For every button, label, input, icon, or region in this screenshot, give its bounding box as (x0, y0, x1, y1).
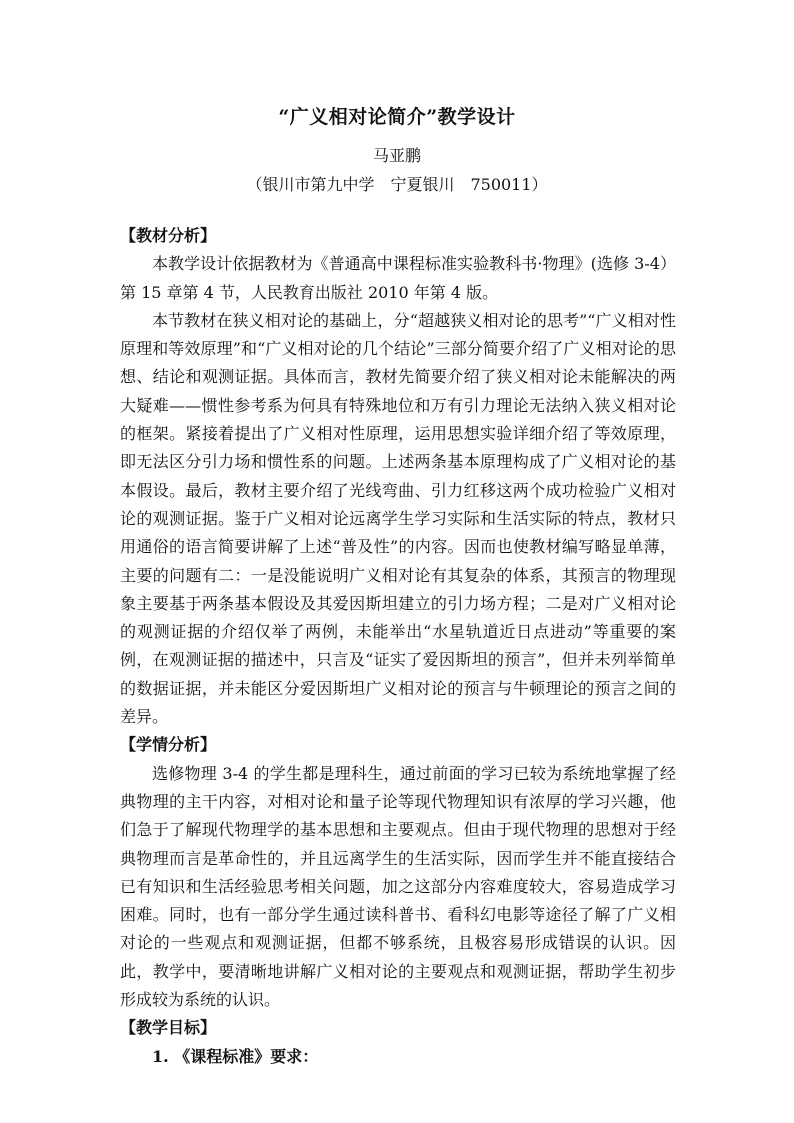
author-name: 马亚鹏 (372, 146, 421, 165)
students-paragraph-1: 选修物理 3-4 的学生都是理科生，通过前面的学习已较为系统地掌握了经典物理的主干内容，对相对论和量子论等现代物理知识有浓厚的学习兴趣，他们急于了解现代物理学的基本思想和主要观点。但由于现代物理的思想对于经典物理而言是革命性的，并且远离学生的生活实际，因而学生并不能直接结合已有知识和生活经验思考相关问题，加之这部分内容难度较大，容易造成学习困难。同时，也有一部分学生通过读科普书、看科幻电影等途径了解了广义相对论的一些观点和观测证据，但都不够系统，且极容易形成错误的认识。因此，教学中，要清晰地讲解广义相对论的主要观点和观测证据，帮助学生初步形成较为系统的认识。 (120, 763, 676, 1010)
section-heading-material: 【教材分析】 (120, 226, 217, 245)
goal-item-1: 1. 《课程标准》要求： (152, 1046, 319, 1066)
author-affiliation: （银川市第九中学 宁夏银川 750011） (246, 175, 548, 194)
document-title: “广义相对论简介”教学设计 (278, 106, 516, 128)
section-heading-goals: 【教学目标】 (120, 1018, 217, 1038)
material-paragraph-2: 本节教材在狭义相对论的基础上，分“超越狭义相对论的思考”“广义相对性原理和等效原理”和“广义相对论的几个结论”三部分简要介绍了广义相对论的思想、结论和观测证据。具体而言，教材先简要介绍了狭义相对论未能解决的两大疑难——惯性参考系为何具有特殊地位和万有引力理论无法纳入狭义相对论的框架。紧接着提出了广义相对性原理，运用思想实验详细介绍了等效原理，即无法区分引力场和惯性系的问题。上述两条基本原理构成了广义相对论的基本假设。最后，教材主要介绍了光线弯曲、引力红移这两个成功检验广义相对论的观测证据。鉴于广义相对论远离学生学习实际和生活实际的特点，教材只用通俗的语言简要讲解了上述“普及性”的内容。因而也使教材编写略显单薄，主要的问题有二：一是没能说明广义相对论有其复杂的体系，其预言的物理现象主要基于两条基本假设及其爱因斯坦建立的引力场方程；二是对广义相对论的观测证据的介绍仅举了两例，未能举出“水星轨道近日点进动”等重要的案例，在观测证据的描述中，只言及“证实了爱因斯坦的预言”，但并未列举简单的数据证据，并未能区分爱因斯坦广义相对论的预言与牛顿理论的预言之间的差异。 (120, 310, 676, 727)
section-heading-students: 【学情分析】 (120, 735, 217, 755)
material-paragraph-1: 本教学设计依据教材为《普通高中课程标准实验教科书·物理》(选修 3-4）第 15 章第 4 节，人民教育出版社 2010 年第 4 版。 (120, 254, 676, 302)
document-body (120, 222, 676, 1071)
